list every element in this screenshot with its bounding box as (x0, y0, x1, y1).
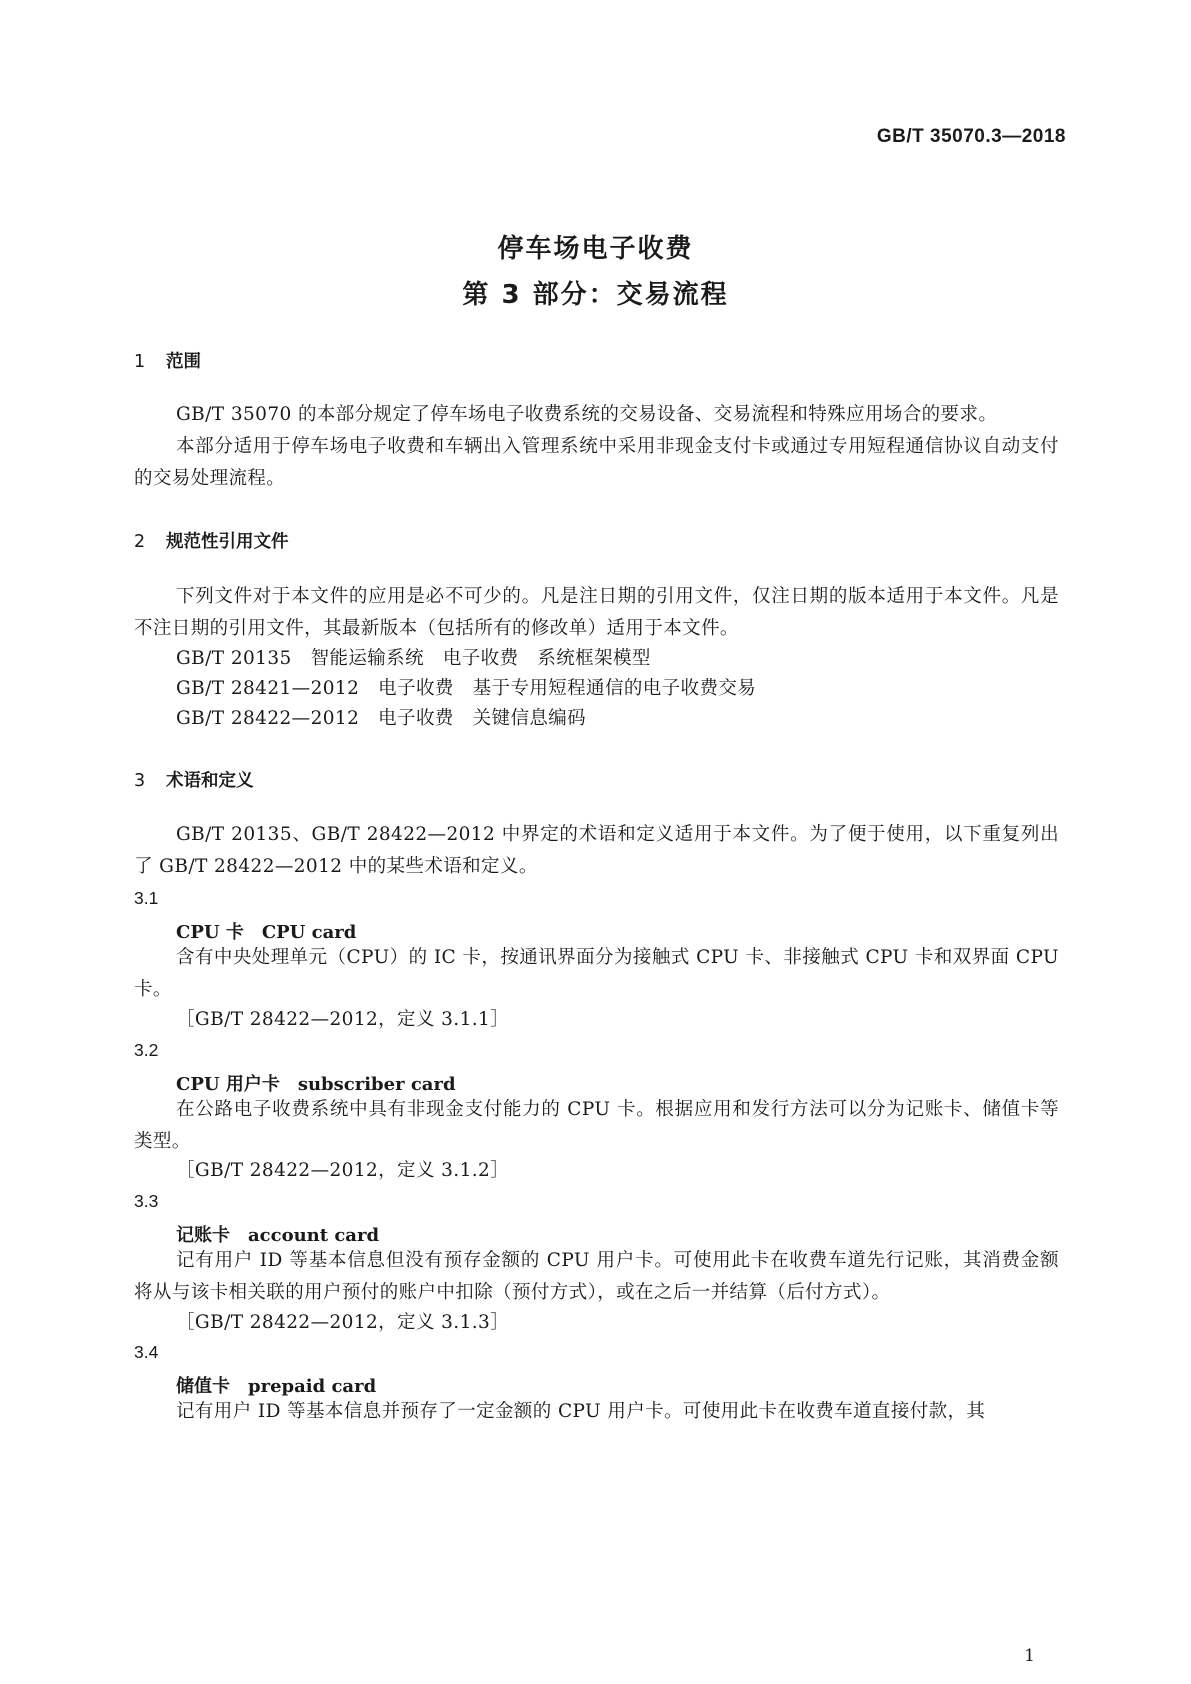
section-number: 3 (134, 771, 146, 791)
standard-code: GB/T 35070.3—2018 (876, 126, 1066, 147)
document-subtitle: 第 3 部分：交易流程 (462, 280, 729, 310)
section-title: 范围 (166, 352, 201, 372)
section-1-paragraph-1: GB/T 35070 的本部分规定了停车场电子收费系统的交易设备、交易流程和特殊应用场合的要求。 (176, 404, 998, 425)
term-title: CPU 用户卡 subscriber card (176, 1074, 456, 1095)
term-title: 记账卡 account card (176, 1225, 380, 1246)
term-title: 储值卡 prepaid card (176, 1376, 377, 1397)
term-source: ［GB/T 28422—2012，定义 3.1.1］ (176, 1009, 510, 1030)
term-number: 3.2 (134, 1040, 159, 1060)
section-title: 术语和定义 (166, 771, 254, 791)
page-number: 1 (1024, 1646, 1035, 1666)
document-title: 停车场电子收费 (497, 234, 694, 264)
term-source: ［GB/T 28422—2012，定义 3.1.3］ (176, 1312, 510, 1333)
term-title: CPU 卡 CPU card (176, 922, 357, 943)
term-number: 3.3 (134, 1191, 159, 1211)
term-source: ［GB/T 28422—2012，定义 3.1.2］ (176, 1160, 510, 1181)
term-definition: 在公路电子收费系统中具有非现金支付能力的 CPU 卡。根据应用和发行方法可以分为记账卡、储值卡等类型。 (134, 1099, 1059, 1152)
term-definition: 记有用户 ID 等基本信息并预存了一定金额的 CPU 用户卡。可使用此卡在收费车道直接付款，其 (176, 1401, 986, 1422)
section-title: 规范性引用文件 (166, 532, 289, 552)
term-definition: 含有中央处理单元（CPU）的 IC 卡，按通讯界面分为接触式 CPU 卡、非接触式 CPU 卡和双界面 CPU 卡。 (134, 947, 1059, 1000)
term-definition: 记有用户 ID 等基本信息但没有预存金额的 CPU 用户卡。可使用此卡在收费车道先行记账，其消费金额将从与该卡相关联的用户预付的账户中扣除（预付方式），或在之后一并结算（后付方式）。 (134, 1250, 1059, 1303)
reference-item: GB/T 28422—2012 电子收费 关键信息编码 (176, 708, 587, 729)
section-2-heading (134, 528, 289, 553)
section-number: 2 (134, 532, 146, 552)
section-1-paragraph-2: 本部分适用于停车场电子收费和车辆出入管理系统中采用非现金支付卡或通过专用短程通信协议自动支付的交易处理流程。 (134, 436, 1059, 489)
section-3-paragraph-1: GB/T 20135、GB/T 28422—2012 中界定的术语和定义适用于本文件。为了便于使用，以下重复列出了 GB/T 28422—2012 中的某些术语和定义。 (134, 824, 1059, 877)
reference-item: GB/T 20135 智能运输系统 电子收费 系统框架模型 (176, 648, 651, 669)
term-number: 3.1 (134, 888, 159, 908)
section-2-paragraph-1: 下列文件对于本文件的应用是必不可少的。凡是注日期的引用文件，仅注日期的版本适用于本文件。凡是不注日期的引用文件，其最新版本（包括所有的修改单）适用于本文件。 (134, 586, 1059, 639)
term-number: 3.4 (134, 1342, 159, 1362)
section-3-heading (134, 767, 254, 792)
section-1-heading (134, 348, 201, 373)
reference-item: GB/T 28421—2012 电子收费 基于专用短程通信的电子收费交易 (176, 678, 757, 699)
section-number: 1 (134, 352, 146, 372)
